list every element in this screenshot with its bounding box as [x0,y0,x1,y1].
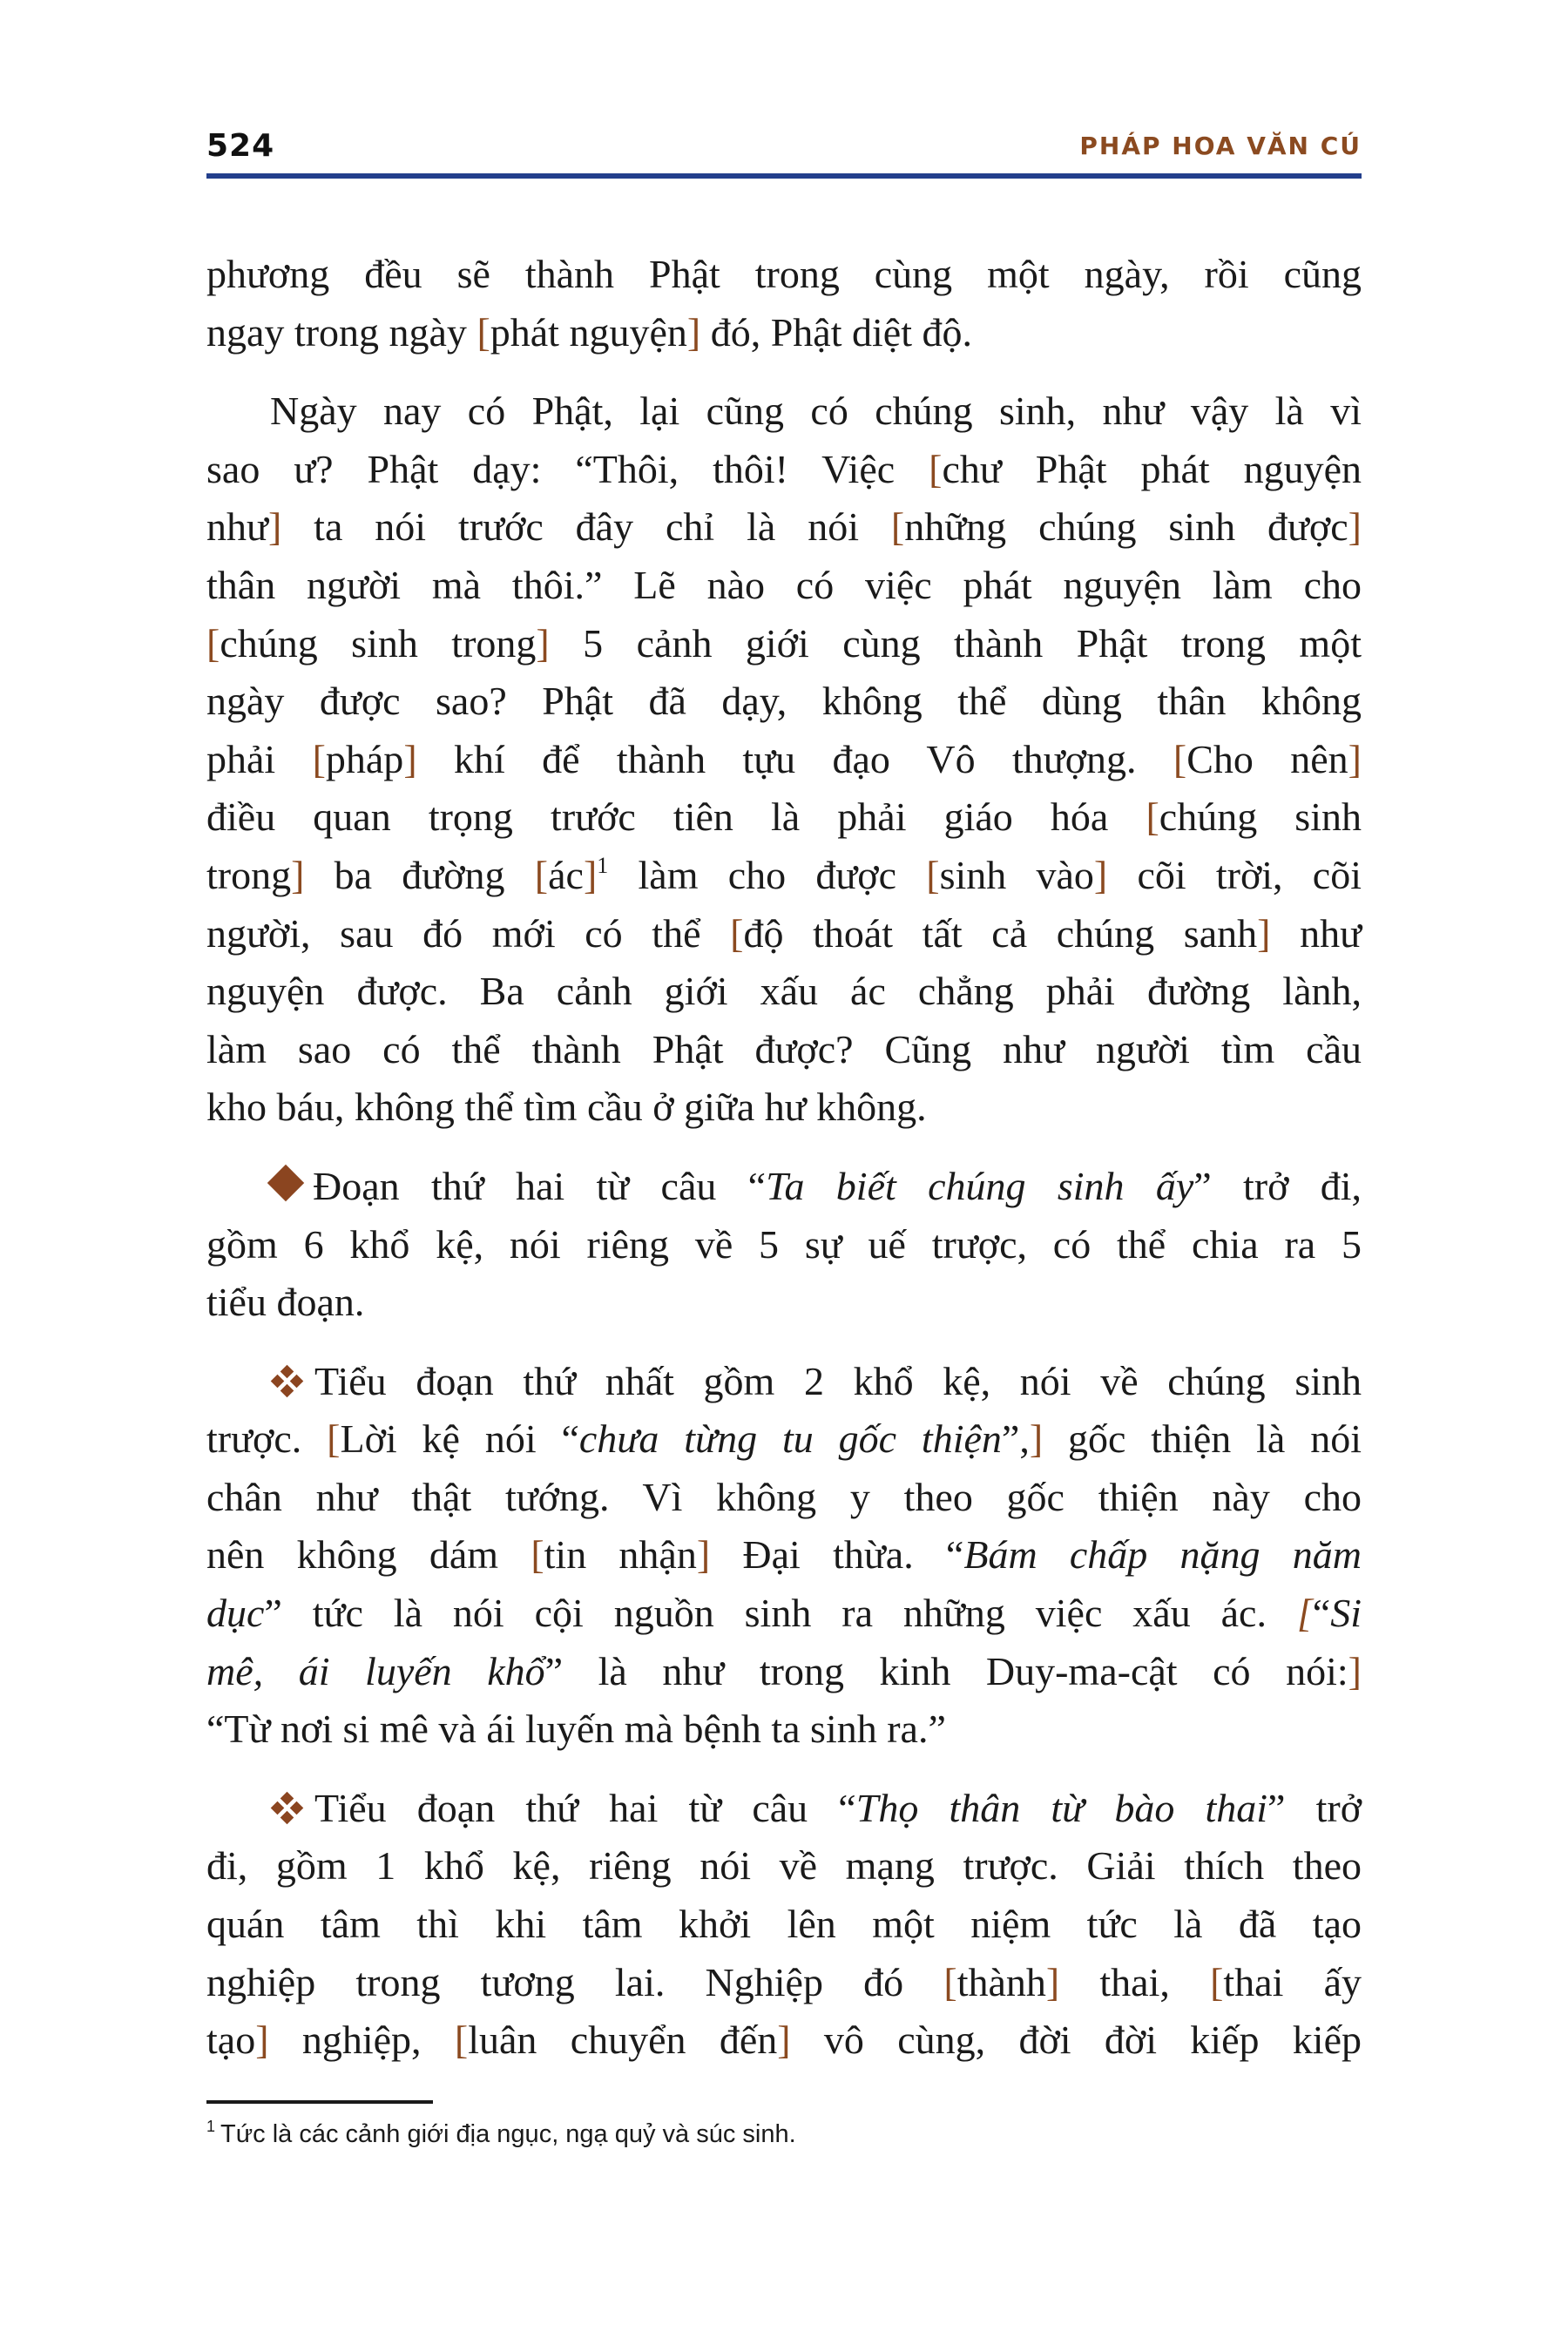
editorial-bracket: ] [1348,1648,1362,1693]
text-run: phải [206,736,313,781]
text-run: nên không dám [206,1532,531,1578]
text-line [206,905,1362,963]
text-line [206,847,1362,905]
text-line [206,1410,1362,1469]
text-run: ” tức là nói cội nguồn sinh ra những việc xấu ác. [264,1591,1297,1636]
text-run: quán tâm thì khi tâm khởi lên một niệm tức là đã tạo [206,1902,1362,1947]
text-run: phát nguyện [490,309,687,355]
text-line [206,1896,1362,1954]
editorial-bracket: [ [531,1532,544,1578]
text-line [206,1216,1362,1274]
text-run: đi, gồm 1 khổ kệ, riêng nói về mạng trược. Giải thích theo [206,1843,1362,1889]
book-title: PHÁP HOA VĂN CÚ [1079,132,1362,160]
editorial-bracket: ] [403,736,417,781]
text-run: như [1270,910,1362,956]
text-line [206,246,1362,304]
footnote-text: Tức là các cảnh giới địa ngục, ngạ quỷ và súc sinh. [220,2120,796,2148]
text-line [206,1274,1362,1332]
text-line [206,557,1362,615]
text-run: thân người mà thôi.” Lẽ nào có việc phát nguyện làm cho [206,562,1362,607]
footnote-separator [206,2100,433,2104]
editorial-bracket: [ [312,736,326,781]
text-run: nguyện được. Ba cảnh giới xấu ác chẳng phải đường lành, [206,969,1362,1014]
editorial-bracket: ] [583,852,598,897]
text-run: Lời kệ nói “ [340,1416,579,1462]
text-run: Ngày nay có Phật, lại cũng có chúng sinh, như vậy là vì [270,389,1362,434]
quoted-verse: chưa từng tu gốc thiện [578,1416,1002,1462]
text-line [206,1526,1362,1585]
editorial-bracket: ] [1348,504,1362,550]
paragraph-indent [206,1158,313,1216]
text-run: tin nhận [544,1532,697,1578]
editorial-bracket: [ [1146,794,1159,840]
text-run: đó, Phật diệt độ. [700,309,972,355]
text-run: ác [548,852,584,897]
text-run: luân chuyển đến [468,2017,778,2063]
text-run: người, sau đó mới có thể [206,910,731,956]
editorial-bracket: ] [255,2017,269,2063]
text-run: độ thoát tất cả chúng sanh [743,910,1258,956]
quoted-verse: Ta biết chúng sinh ấy [766,1163,1194,1208]
text-run: vô cùng, đời đời kiếp kiếp [790,2017,1362,2063]
text-run: sao ư? Phật dạy: “Thôi, thôi! Việc [206,446,929,491]
quoted-verse: dục [206,1591,265,1636]
text-run: như [206,504,268,550]
editorial-bracket: [ [1173,736,1187,781]
text-line [206,615,1362,673]
quoted-verse: Si [1330,1591,1362,1636]
editorial-bracket: [ [206,620,220,666]
text-run: Tiểu đoạn thứ hai từ câu “ [314,1785,856,1830]
text-run: những chúng sinh được [904,504,1348,550]
text-line [206,1158,1362,1216]
text-run: ”, [1001,1416,1030,1462]
text-line [206,2011,1362,2070]
text-run: phương đều sẽ thành Phật trong cùng một ngày, rồi cũng [206,252,1362,296]
text-run: khí để thành tựu đạo Vô thượng. [416,736,1173,781]
text-line [206,1700,1362,1759]
text-run: nghiệp, [268,2017,455,2063]
paragraph [206,1780,1362,2070]
editorial-bracket: [ [454,2017,469,2063]
editorial-bracket: [ [929,446,943,491]
page-number: 524 [206,128,275,164]
text-run: Đoạn thứ hai từ câu “ [313,1163,767,1208]
text-run: kho báu, không thể tìm cầu ở giữa hư không. [206,1085,927,1130]
editorial-bracket: ] [1257,910,1271,956]
editorial-bracket: [ [730,910,744,956]
editorial-bracket: [ [476,309,490,355]
editorial-bracket: ] [1029,1416,1044,1462]
text-line [206,731,1362,789]
footnote-reference[interactable]: 1 [597,852,609,878]
body-text [206,246,1362,2091]
text-run: ngày được sao? Phật đã dạy, không thể dùng thân không [206,679,1362,724]
editorial-bracket: ] [686,309,701,355]
footnote [206,2117,796,2152]
text-run: ngay trong ngày [206,309,477,355]
editorial-bracket: [ [926,852,940,897]
text-line [206,1837,1362,1896]
text-line [206,672,1362,731]
text-run: thành [956,1959,1046,2004]
editorial-bracket: ] [1045,1959,1060,2004]
quoted-verse: Bám chấp nặng năm [963,1532,1362,1578]
four-diamond-bullet-icon [271,1365,304,1398]
editorial-bracket: [ [534,852,549,897]
text-line [206,1469,1362,1527]
text-run: làm cho được [608,852,927,897]
text-line [206,1353,1362,1411]
text-line [206,1078,1362,1137]
text-run: chúng sinh trong [220,620,537,666]
paragraph [206,1158,1362,1332]
text-line [206,788,1362,847]
text-run: 5 cảnh giới cùng thành Phật trong một [549,620,1362,666]
text-run: chúng sinh [1159,794,1362,840]
text-run: “ [1312,1591,1331,1636]
text-line [206,1585,1362,1643]
four-diamond-bullet-icon [271,1792,304,1825]
text-run: cõi trời, cõi [1107,852,1362,897]
text-run: điều quan trọng trước tiên là phải giáo hóa [206,794,1146,840]
paragraph-indent [206,1780,314,1838]
text-run: nghiệp trong tương lai. Nghiệp đó [206,1959,944,2004]
text-run: sinh vào [939,852,1094,897]
diamond-bullet-icon [267,1165,304,1201]
paragraph [206,246,1362,362]
text-run: gồm 6 khổ kệ, nói riêng về 5 sự uế trược, có thể chia ra 5 [206,1221,1362,1267]
paragraph [206,382,1362,1137]
text-run: trược. [206,1416,328,1462]
text-run: làm sao có thể thành Phật được? Cũng như người tìm cầu [206,1026,1362,1071]
text-run: ba đường [304,852,535,897]
editorial-bracket: ] [291,852,305,897]
editorial-bracket: ] [536,620,550,666]
editorial-bracket: ] [1093,852,1108,897]
header-rule [206,173,1362,179]
text-run: Tiểu đoạn thứ nhất gồm 2 khổ kệ, nói về chúng sinh [314,1358,1362,1403]
text-run: ” trở [1267,1785,1362,1830]
text-run: “Từ nơi si mê và ái luyến mà bệnh ta sinh ra.” [206,1707,946,1752]
text-line [206,304,1362,362]
editorial-bracket: ] [696,1532,711,1578]
text-line [206,382,1362,441]
quoted-verse: Thọ thân từ bào thai [855,1785,1268,1830]
text-run: ” là như trong kinh Duy-ma-cật có nói: [544,1648,1348,1693]
text-run: Đại thừa. “ [710,1532,964,1578]
text-run: pháp [325,736,404,781]
text-line [206,1954,1362,2012]
text-run: trong [206,852,292,897]
text-line [206,441,1362,499]
text-line [206,1643,1362,1701]
text-run: ” trở đi, [1193,1163,1362,1208]
text-line [206,963,1362,1021]
text-run: thai ấy [1223,1959,1362,2004]
text-run: tạo [206,2017,256,2063]
quoted-verse: mê, ái luyến khổ [206,1648,545,1693]
running-header [206,127,1362,166]
editorial-bracket: [ [1210,1959,1224,2004]
editorial-bracket: [ [943,1959,957,2004]
editorial-bracket: [ [1296,1591,1313,1636]
text-run: ta nói trước đây chỉ là nói [281,504,891,550]
text-line [206,1780,1362,1838]
text-run: gốc thiện là nói [1043,1416,1362,1462]
footnote-mark: 1 [206,2118,216,2135]
paragraph-indent [206,1353,314,1411]
editorial-bracket: [ [327,1416,341,1462]
text-run: chân như thật tướng. Vì không y theo gốc thiện này cho [206,1474,1362,1519]
editorial-bracket: ] [777,2017,791,2063]
text-line [206,1021,1362,1079]
paragraph [206,1353,1362,1759]
editorial-bracket: [ [890,504,905,550]
editorial-bracket: ] [1348,736,1362,781]
text-run: chư Phật phát nguyện [942,446,1362,491]
editorial-bracket: ] [267,504,282,550]
text-run: tiểu đoạn. [206,1280,365,1325]
text-run: thai, [1059,1959,1211,2004]
text-line [206,498,1362,557]
text-run: Cho nên [1186,736,1348,781]
